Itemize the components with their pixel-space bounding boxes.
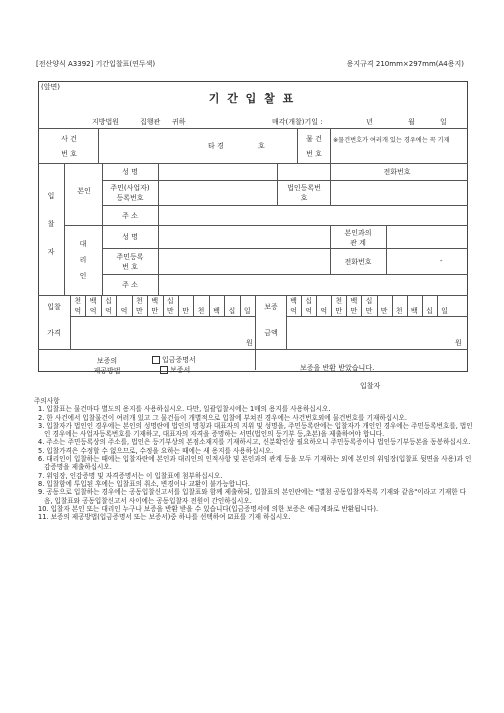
method-label-1: 보증의 [96, 357, 118, 365]
digit-unit-bottom: 억 [290, 307, 297, 315]
digit-unit-bottom: 십 [425, 307, 433, 315]
notes-section [34, 397, 474, 521]
price-label-top: 입찰 [47, 303, 61, 311]
digit-unit-bottom: 백 [213, 307, 220, 315]
digit-unit-bottom: 억 [105, 307, 112, 315]
deposit-won: 원 [455, 339, 462, 347]
officer-label: 집행관 [140, 118, 161, 126]
bidder-section-3: 자 [47, 248, 55, 256]
form-title: 기 간 입 찰 표 [208, 92, 296, 105]
digit-unit-bottom: 만 [151, 307, 159, 315]
deposit-digit-grid [286, 295, 452, 349]
bidder-sign-label: 입찰자 [360, 382, 381, 390]
sale-year: 년 [366, 118, 373, 126]
option-guarantee[interactable] [160, 366, 190, 374]
self-resident-label-1: 주민(사업자) [110, 184, 150, 192]
note-item: 11. 보증의 제공방법(입금증명서 또는 보증서)중 하나를 선택하여 ☑표를 기재 하십시오. [38, 513, 291, 522]
notes-heading: 주의사항 [34, 397, 60, 405]
digit-unit-bottom: 억 [74, 307, 82, 315]
sale-date-label: 매각(개찰)기일 : [272, 118, 323, 126]
relation-label-1: 본인과의 [344, 229, 372, 237]
digit-unit-bottom: 만 [135, 307, 143, 315]
paper-spec: 용지규격 210mm×297mm(A4용지) [346, 60, 464, 68]
agent-resident-label-1: 주민등록 [116, 253, 144, 261]
note-item: 9. 공동으로 입찰하는 경우에는 공동입찰신고서를 입찰표와 함께 제출하되, 입찰표의 본인란에는 "별첨 공동입찰자목록 기재와 같음"이라고 기재한 다음, 입찰표와 공동입찰신고서 사이에는 공동입찰자 전원이 간인하십시오. [38, 488, 467, 505]
agent-resident-label-2: 번 호 [122, 263, 138, 271]
checkbox-icon [152, 356, 160, 364]
bidder-section-2: 찰 [47, 220, 55, 228]
agent-phone-label: 전화번호 [344, 258, 372, 266]
form-code: [전산양식 A3392] 기간입찰표(연두색) [36, 60, 156, 68]
self-resident-label-2: 등록번호 [116, 194, 144, 202]
ta-gyeong-label: 타 경 [208, 142, 224, 150]
digit-unit-bottom: 십 [228, 307, 236, 315]
agent-label-3: 인 [79, 272, 87, 280]
note-item: 10. 입찰자 본인 또는 대리인 누구나 보증을 반환 받을 수 있습니다(입금증명서에 의한 보증은 예금계좌로 반환됩니다). [38, 504, 379, 513]
court-label: 지방법원 [92, 118, 120, 126]
note-item: 2. 한 사건에서 입찰물건이 여러개 있고 그 물건들이 개별적으로 입찰에 부쳐진 경우에는 사건번호외에 물건번호를 기재하십시오. [38, 413, 407, 422]
self-address-label: 주 소 [122, 212, 138, 220]
agent-label-1: 대 [79, 240, 87, 248]
digit-unit-bottom: 만 [380, 307, 388, 315]
note-item: 3. 입찰자가 법인인 경우에는 본인의 성명란에 법인의 명칭과 대표자의 지위 및 성명을, 주민등록란에는 입찰자가 개인인 경우에는 주민등록번호를, 법인인 경우에는 사업자등록번호를 기재하고, 대표자의 자격을 증명하는 서면(법인의 등기부 등,초본)을 제출하여야 합니다. [38, 421, 473, 439]
digit-unit-bottom: 억 [305, 307, 312, 315]
digit-unit-top: 십 [365, 297, 373, 305]
digit-unit-top: 십 [305, 297, 312, 305]
ho-label: 호 [258, 142, 265, 150]
item-number-label-top: 물 건 [306, 135, 322, 143]
case-number-label-top: 사 건 [61, 135, 77, 143]
agent-phone-dash: - [440, 257, 443, 265]
note-item: 8. 입찰함에 투입된 후에는 입찰표의 취소, 변경이나 교환이 불가능합니다. [38, 479, 250, 488]
corp-reg-label-1: 법인등록번 [287, 184, 321, 192]
digit-unit-bottom: 억 [89, 307, 97, 315]
self-name-label: 성 명 [122, 168, 138, 176]
digit-unit-top: 천 [335, 297, 343, 305]
digit-unit-bottom: 만 [182, 307, 189, 315]
case-number-label-bottom: 번 호 [61, 150, 77, 158]
method-label-2: 제공방법 [93, 367, 121, 375]
item-number-note: ※물건번호가 여러개 있는 경우에는 꼭 기재 [333, 137, 450, 144]
digit-unit-top: 천 [135, 297, 143, 305]
digit-unit-bottom: 만 [335, 307, 343, 315]
digit-unit-bottom: 백 [410, 307, 418, 315]
return-text: 보증을 반환 받았습니다. [300, 364, 375, 372]
option-deposit-cert[interactable] [152, 356, 196, 364]
digit-unit-top: 십 [105, 297, 112, 305]
note-item: 6. 대리인이 입찰하는 때에는 입찰자란에 본인과 대리인의 인적사항 및 본인과의 관계 등을 모두 기재하는 외에 본인의 위임장(입찰표 뒷면을 사용)과 인감증명을 제출하십시오. [38, 455, 472, 472]
digit-unit-top: 백 [89, 297, 97, 305]
sale-month: 월 [408, 118, 415, 126]
digit-unit-top: 백 [290, 297, 297, 305]
note-item: 7. 위임장, 인감증명 및 자격증명서는 이 입찰표에 첨부하십시오. [38, 471, 223, 480]
digit-unit-bottom: 천 [395, 307, 403, 315]
note-item: 1. 입찰표는 물건마다 별도의 용지를 사용하십시오. 다만, 일괄입찰시에는 1매의 용지를 사용하십시오. [38, 405, 331, 414]
bidder-section-1: 입 [47, 192, 55, 200]
front-label: (앞면) [41, 83, 60, 91]
item-number-label-bottom: 번 호 [306, 150, 322, 158]
digit-unit-bottom: 억 [320, 307, 328, 315]
price-digit-grid [70, 295, 255, 349]
digit-unit-bottom: 천 [197, 307, 205, 315]
option-guarantee-label: 보증서 [170, 366, 191, 374]
option-deposit-cert-label: 입금증명서 [162, 356, 196, 364]
price-label-bottom: 가격 [47, 329, 61, 337]
digit-unit-bottom: 만 [365, 307, 373, 315]
digit-unit-top: 백 [151, 297, 159, 305]
digit-unit-top: 십 [166, 297, 174, 305]
digit-unit-bottom: 일 [441, 307, 448, 315]
digit-unit-bottom: 일 [243, 307, 251, 315]
note-item: 5. 입찰가격은 수정할 수 없으므로, 수정을 요하는 때에는 새 용지를 사용하십시오. [38, 446, 274, 455]
agent-name-label: 성 명 [122, 233, 138, 241]
deposit-label-top: 보증 [264, 303, 278, 311]
self-label: 본인 [77, 187, 91, 195]
corp-reg-label-2: 호 [300, 194, 308, 202]
agent-address-label: 주 소 [122, 281, 138, 289]
deposit-label-bottom: 금액 [264, 329, 278, 337]
sale-day: 일 [440, 118, 447, 126]
digit-unit-bottom: 만 [166, 307, 174, 315]
digit-unit-bottom: 만 [350, 307, 358, 315]
honorific-label: 귀하 [172, 118, 186, 126]
price-won: 원 [246, 339, 253, 347]
checkbox-icon [160, 366, 168, 374]
self-phone-label: 전화번호 [383, 168, 411, 176]
relation-label-2: 관 계 [350, 239, 366, 247]
digit-unit-top: 백 [350, 297, 358, 305]
note-item: 4. 주소는 주민등록상의 주소를, 법인은 등기부상의 본점소재지를 기재하시고, 신분확인상 필요하오니 주민등록증이나 법인등기부등본을 동봉하십시오. [38, 438, 471, 447]
agent-label-2: 리 [79, 256, 87, 264]
digit-unit-bottom: 억 [120, 307, 128, 315]
digit-unit-top: 천 [74, 297, 82, 305]
